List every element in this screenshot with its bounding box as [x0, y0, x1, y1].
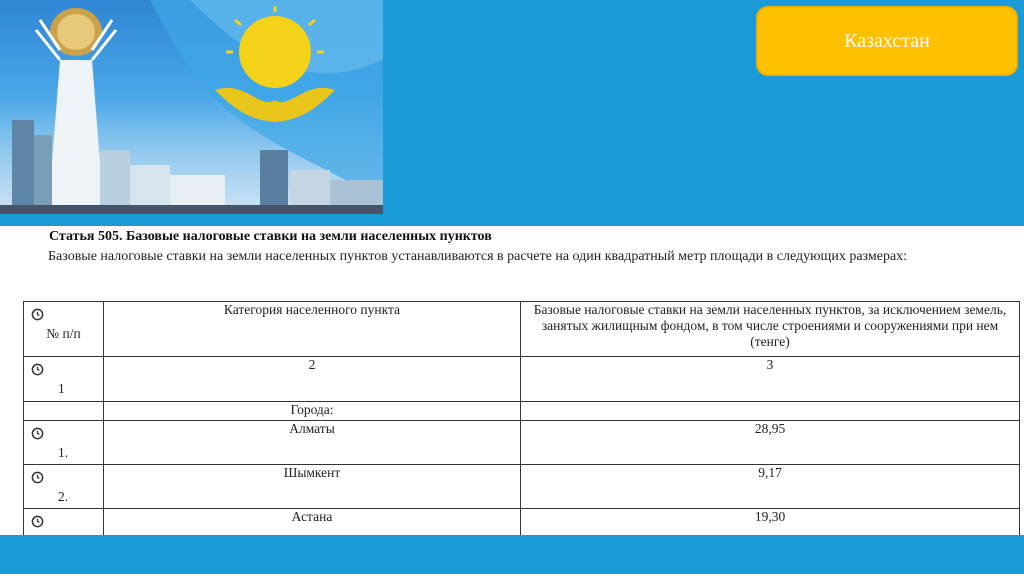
- header-rates: Базовые налоговые ставки на земли населенных пунктов, за исключением земель, занятых жилищным фондом, в том числе строениями и сооружениями при нем (тенге): [521, 302, 1020, 357]
- group-label: Города:: [104, 402, 521, 421]
- country-label: Казахстан: [844, 29, 930, 52]
- table-row: [24, 357, 1020, 402]
- country-badge: [756, 6, 1018, 76]
- header-category: Категория населенного пункта: [104, 302, 521, 357]
- article-title: Статья 505. Базовые налоговые ставки на земли населенных пунктов: [49, 229, 492, 244]
- bottom-band: [0, 535, 1024, 574]
- row-category: 2: [104, 357, 521, 402]
- table-row: [24, 465, 1020, 509]
- history-clock-icon[interactable]: [31, 515, 44, 528]
- kazakhstan-flag-photo: [0, 0, 383, 214]
- history-clock-icon[interactable]: [31, 363, 44, 376]
- article-text: Базовые налоговые ставки на земли населенных пунктов устанавливаются в расчете на один квадратный метр площади в следующих размерах:: [48, 249, 908, 264]
- table-header-row: [24, 302, 1020, 357]
- history-clock-icon[interactable]: [31, 471, 44, 484]
- header-number: № п/п: [46, 326, 81, 341]
- history-clock-icon[interactable]: [31, 308, 44, 321]
- row-rate: 9,17: [521, 465, 1020, 509]
- history-clock-icon[interactable]: [31, 427, 44, 440]
- table-row: [24, 509, 1020, 536]
- row-number: 1: [58, 381, 65, 396]
- row-rate: 19,30: [521, 509, 1020, 536]
- row-number: 2.: [58, 489, 69, 504]
- row-city: Алматы: [104, 421, 521, 465]
- row-rate: 28,95: [521, 421, 1020, 465]
- tax-rates-table: [23, 301, 1020, 535]
- row-rate: 3: [521, 357, 1020, 402]
- table-row: [24, 421, 1020, 465]
- tax-code-document: [0, 226, 1024, 535]
- row-city: Шымкент: [104, 465, 521, 509]
- row-number: 1.: [58, 445, 69, 460]
- table-row-group: [24, 402, 1020, 421]
- row-city: Астана: [104, 509, 521, 536]
